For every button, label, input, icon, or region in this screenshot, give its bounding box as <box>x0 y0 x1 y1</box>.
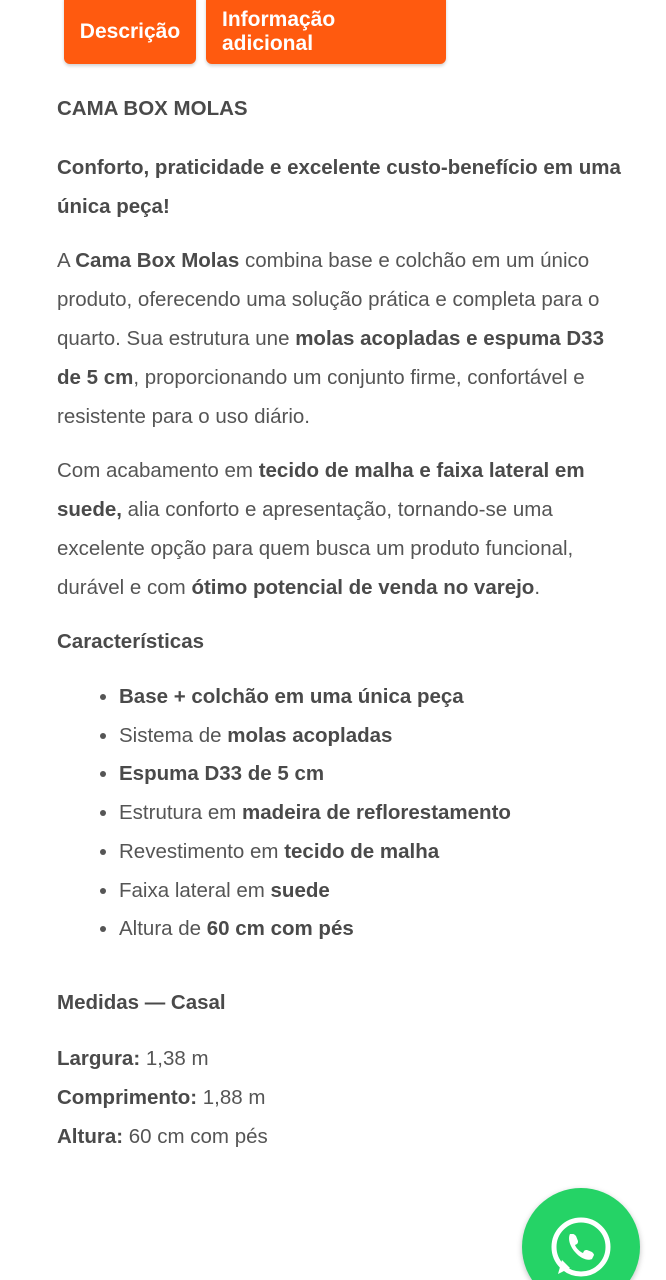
feature-bold: tecido de malha <box>284 839 440 863</box>
description-paragraph-1 <box>57 241 627 436</box>
p1-text-e: , proporcionando um conjunto firme, confortável e resistente para o uso diário. <box>57 366 585 428</box>
measure-label: Largura: <box>57 1046 141 1070</box>
feature-bold: madeira de reflorestamento <box>242 801 511 825</box>
whatsapp-icon <box>548 1188 614 1280</box>
p2-text-e: . <box>534 576 541 599</box>
p1-bold-b: Cama Box Molas <box>75 249 240 272</box>
list-item <box>119 794 627 833</box>
tab-descricao[interactable]: Descrição <box>64 0 196 64</box>
measure-label: Altura: <box>57 1124 124 1148</box>
tab-informacao-adicional[interactable]: Informação adicional <box>206 0 446 64</box>
feature-text: Estrutura em <box>119 801 243 825</box>
measure-value: 1,38 m <box>140 1046 209 1070</box>
list-item <box>119 872 627 911</box>
measure-value: 1,88 m <box>197 1085 266 1109</box>
list-item <box>119 910 627 949</box>
p2-bold-d: ótimo potencial de venda no varejo <box>191 576 535 599</box>
measure-label: Comprimento: <box>57 1085 198 1109</box>
p2-text-a: Com acabamento em <box>57 459 259 482</box>
measure-row-comprimento <box>57 1078 627 1117</box>
feature-bold: Espuma D33 de 5 cm <box>119 762 325 786</box>
feature-text: Sistema de <box>119 723 228 747</box>
feature-bold: Base + colchão em uma única peça <box>119 685 464 708</box>
list-item <box>119 755 627 794</box>
whatsapp-button[interactable] <box>522 1188 640 1280</box>
p1-text-c: combina base e colchão em um único produto, oferecendo uma solução prática e completa para o quarto. Sua estrutura une <box>57 249 600 350</box>
measure-row-largura <box>57 1039 627 1078</box>
features-list <box>57 678 627 949</box>
product-tabs <box>64 0 446 64</box>
feature-text: Faixa lateral em <box>119 878 271 902</box>
list-item <box>119 717 627 756</box>
feature-text: Altura de <box>119 917 207 941</box>
p1-text-a: A <box>57 249 76 272</box>
list-item <box>119 833 627 872</box>
feature-bold: molas acopladas <box>227 723 393 747</box>
p2-bold-b: tecido de malha e faixa lateral em suede, <box>57 459 585 521</box>
measures-list <box>57 1039 627 1156</box>
list-item <box>119 678 627 717</box>
description-paragraph-2 <box>57 451 627 607</box>
feature-bold: 60 cm com pés <box>206 917 354 941</box>
product-lead: Conforto, praticidade e excelente custo-benefício em uma única peça! <box>57 156 621 218</box>
measure-value: 60 cm com pés <box>123 1124 268 1148</box>
feature-text: Revestimento em <box>119 839 285 863</box>
feature-bold: suede <box>270 878 330 902</box>
measures-heading: Medidas — Casal <box>57 990 226 1014</box>
features-heading: Características <box>57 630 205 653</box>
p2-text-c: alia conforto e apresentação, tornando-se uma excelente opção para quem busca um produto funcional, durável e com <box>57 498 574 599</box>
measure-row-altura <box>57 1117 627 1156</box>
p1-bold-d: molas acopladas e espuma D33 de 5 cm <box>57 327 604 389</box>
description-panel <box>57 92 627 1156</box>
product-title: CAMA BOX MOLAS <box>57 97 248 120</box>
